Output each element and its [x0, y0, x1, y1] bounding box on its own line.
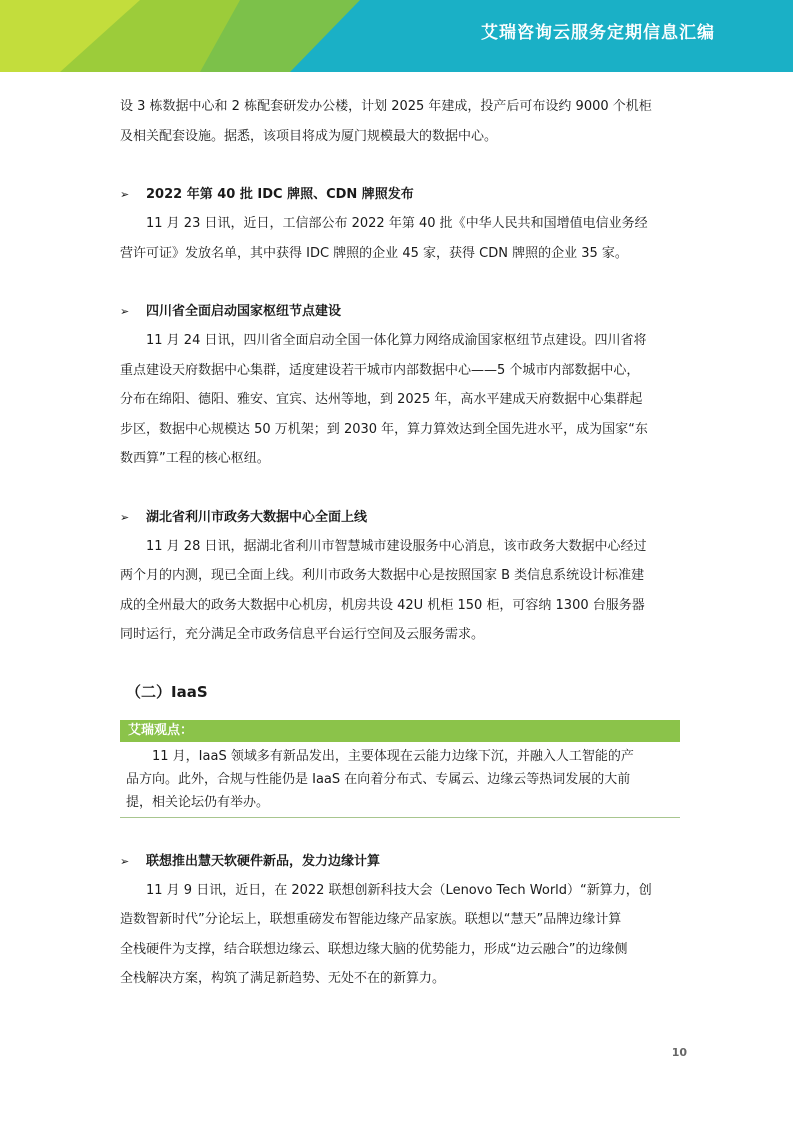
header-title: 艾瑞咨询云服务定期信息汇编	[481, 23, 715, 43]
viewpoint-line: 11 月，IaaS 领域多有新品发出，主要体现在云能力边缘下沉，并融入人工智能的产	[152, 748, 634, 764]
news-heading	[120, 504, 680, 532]
news-line: 11 月 24 日讯，四川省全面启动全国一体化算力网络成渝国家枢纽节点建设。四川省将	[146, 333, 647, 348]
viewpoint-header: 艾瑞观点：	[120, 720, 680, 742]
news-line: 11 月 9 日讯，近日，在 2022 联想创新科技大会（Lenovo Tech World）“新算力，创	[146, 882, 652, 898]
arrow-bullet-icon: ➢	[120, 510, 130, 524]
news-line: 同时运行，充分满足全市政务信息平台运行空间及云服务需求。	[120, 627, 485, 642]
news-heading	[120, 848, 680, 876]
news-title: 四川省全面启动国家枢纽节点建设	[146, 304, 342, 319]
news-heading	[120, 298, 680, 326]
viewpoint-box	[120, 720, 680, 818]
arrow-bullet-icon: ➢	[120, 188, 130, 201]
news-line: 11 月 28 日讯，据湖北省利川市智慧城市建设服务中心消息，该市政务大数据中心经过	[146, 538, 647, 554]
viewpoint-line: 品方向。此外，合规与性能仍是 IaaS 在向着分布式、专属云、边缘云等热词发展的大前	[126, 771, 631, 787]
news-title: 湖北省利川市政务大数据中心全面上线	[146, 509, 368, 525]
news-line: 数西算”工程的核心枢纽。	[120, 451, 270, 466]
intro-line: 设 3 栋数据中心和 2 栋配套研发办公楼，计划 2025 年建成，投产后可布设约 9000 个机柜	[120, 99, 652, 114]
intro-line: 及相关配套设施。据悉，该项目将成为厦门规模最大的数据中心。	[120, 128, 498, 144]
arrow-bullet-icon: ➢	[120, 854, 130, 868]
news-line: 造数智新时代”分论坛上，联想重磅发布智能边缘产品家族。联想以“慧天”品牌边缘计算	[120, 912, 622, 927]
news-line: 11 月 23 日讯，近日，工信部公布 2022 年第 40 批《中华人民共和国增值电信业务经	[146, 216, 648, 231]
news-line: 步区，数据中心规模达 50 万机架；到 2030 年，算力算效达到全国先进水平，成为国家“东	[120, 421, 648, 437]
news-line: 全栈解决方案，构筑了满足新趋势、无处不在的新算力。	[120, 971, 446, 986]
news-line: 两个月的内测，现已全面上线。利川市政务大数据中心是按照国家 B 类信息系统设计标准建	[120, 568, 645, 583]
news-line: 重点建设天府数据中心集群，适度建设若干城市内部数据中心——5 个城市内部数据中心，	[120, 362, 640, 378]
arrow-bullet-icon: ➢	[120, 305, 130, 318]
news-line: 全栈硬件为支撑，结合联想边缘云、联想边缘大脑的优势能力，形成“边云融合”的边缘侧	[120, 941, 628, 957]
viewpoint-line: 提，相关论坛仍有举办。	[126, 794, 270, 810]
news-title: 联想推出慧天软硬件新品，发力边缘计算	[146, 853, 381, 869]
document-body	[120, 92, 680, 994]
news-title: 2022 年第 40 批 IDC 牌照、CDN 牌照发布	[146, 187, 414, 202]
news-line: 成的全州最大的政务大数据中心机房，机房共设 42U 机柜 150 柜，可容纳 1300 台服务器	[120, 597, 645, 613]
page-number: 10	[671, 1046, 687, 1059]
news-heading	[120, 181, 680, 209]
section-title: （二）IaaS	[126, 682, 208, 701]
news-line: 营许可证》发放名单，其中获得 IDC 牌照的企业 45 家，获得 CDN 牌照的企业 35 家。	[120, 245, 628, 261]
news-line: 分布在绵阳、德阳、雅安、宜宾、达州等地，到 2025 年，高水平建成天府数据中心集群起	[120, 392, 643, 407]
page-header	[0, 0, 793, 72]
